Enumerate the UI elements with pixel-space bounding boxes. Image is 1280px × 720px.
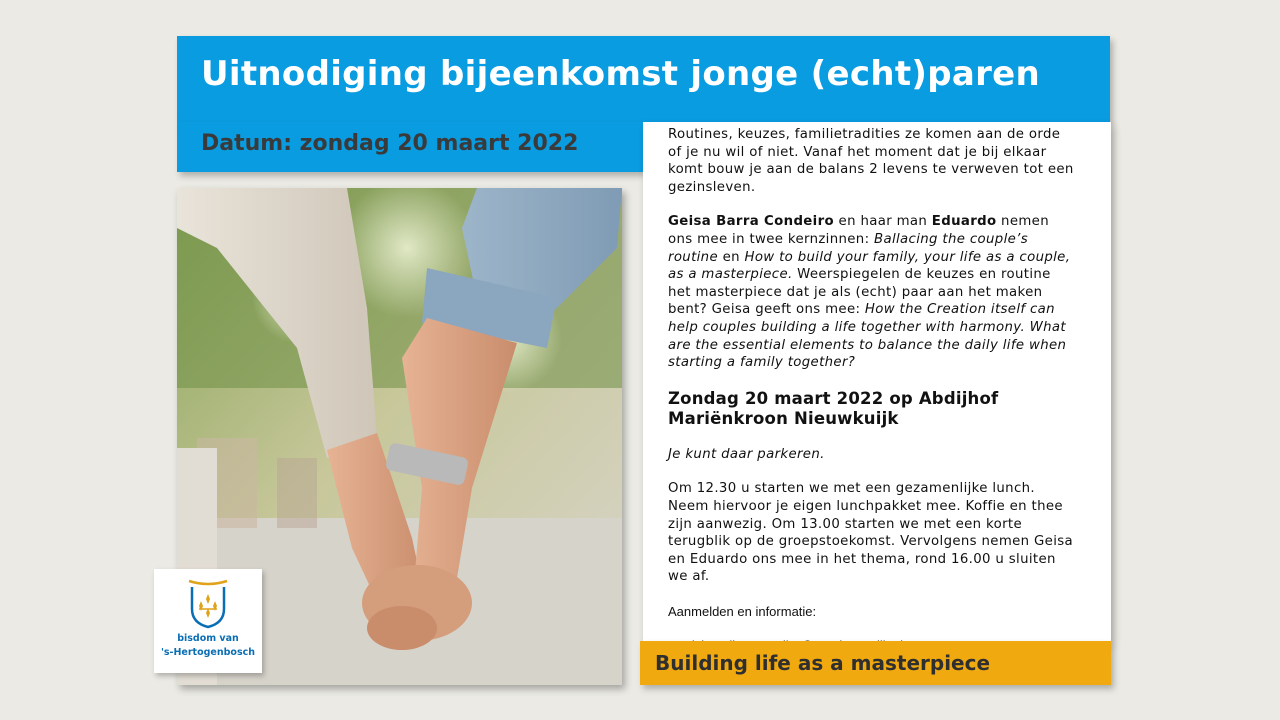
title-banner (177, 36, 1110, 122)
kernzin-2: How to build your family, your life as a couple, as a masterpiece. (668, 249, 1071, 283)
invitation-text-panel (643, 122, 1111, 642)
diocese-logo (154, 569, 262, 673)
speakers-paragraph: Geisa Barra Condeiro en haar man Eduardo nemen ons mee in twee kernzinnen: Ballacing the couple’s routine en How to build your family, your life as a couple, as a masterpiece. Weerspiegelen de keuzes en routine het masterpiece dat je als (echt) paar aan het maken bent? Geisa geeft ons mee: How the Creation itself can help couples building a life together with harmony. What are the essential elements to balance the daily life when starting a family together? (668, 214, 1071, 371)
venue-heading: Zondag 20 maart 2022 op Abdijhof Mariënkroon Nieuwkuijk (668, 388, 999, 428)
tagline: Building life as a masterpiece (655, 651, 991, 675)
intro-paragraph: Routines, keuzes, familietradities ze komen aan de orde of je nu wil of niet. Vanaf het moment dat je bij elkaar komt bouw je aan de balans 2 levens te verweven tot een gezinsleven. (668, 127, 1074, 195)
logo-line-2: 's-Hertogenbosch (160, 647, 256, 658)
page-title: Uitnodiging bijeenkomst jonge (echt)paren (201, 54, 1041, 94)
tagline-banner (640, 641, 1111, 685)
speaker-eduardo: Eduardo (931, 214, 997, 230)
geisa-quote: How the Creation itself can help couples building a life together with harmony. What are the essential elements to balance the daily life when starting a family together? (668, 302, 1067, 371)
diocese-shield-icon (187, 579, 229, 629)
program-paragraph: Om 12.30 u starten we met een gezamenlijke lunch. Neem hiervoor je eigen lunchpakket mee. Koffie en thee zijn aanwezig. Om 13.00 starten we met een korte terugblik op de groepstoekomst. Vervolgens nemen Geisa en Eduardo ons mee in het thema, rond 16.00 u sluiten we af. (668, 481, 1074, 585)
event-date: Datum: zondag 20 maart 2022 (201, 131, 579, 156)
parking-note: Je kunt daar parkeren. (668, 446, 825, 462)
invitation-body (668, 126, 1078, 671)
speaker-geisa: Geisa Barra Condeiro (668, 214, 834, 230)
date-banner (177, 122, 643, 172)
contact-label: Aanmelden en informatie: (668, 603, 817, 619)
kernzin-1: Ballacing the couple’s routine (668, 231, 1028, 265)
logo-line-1: bisdom van (177, 633, 239, 644)
